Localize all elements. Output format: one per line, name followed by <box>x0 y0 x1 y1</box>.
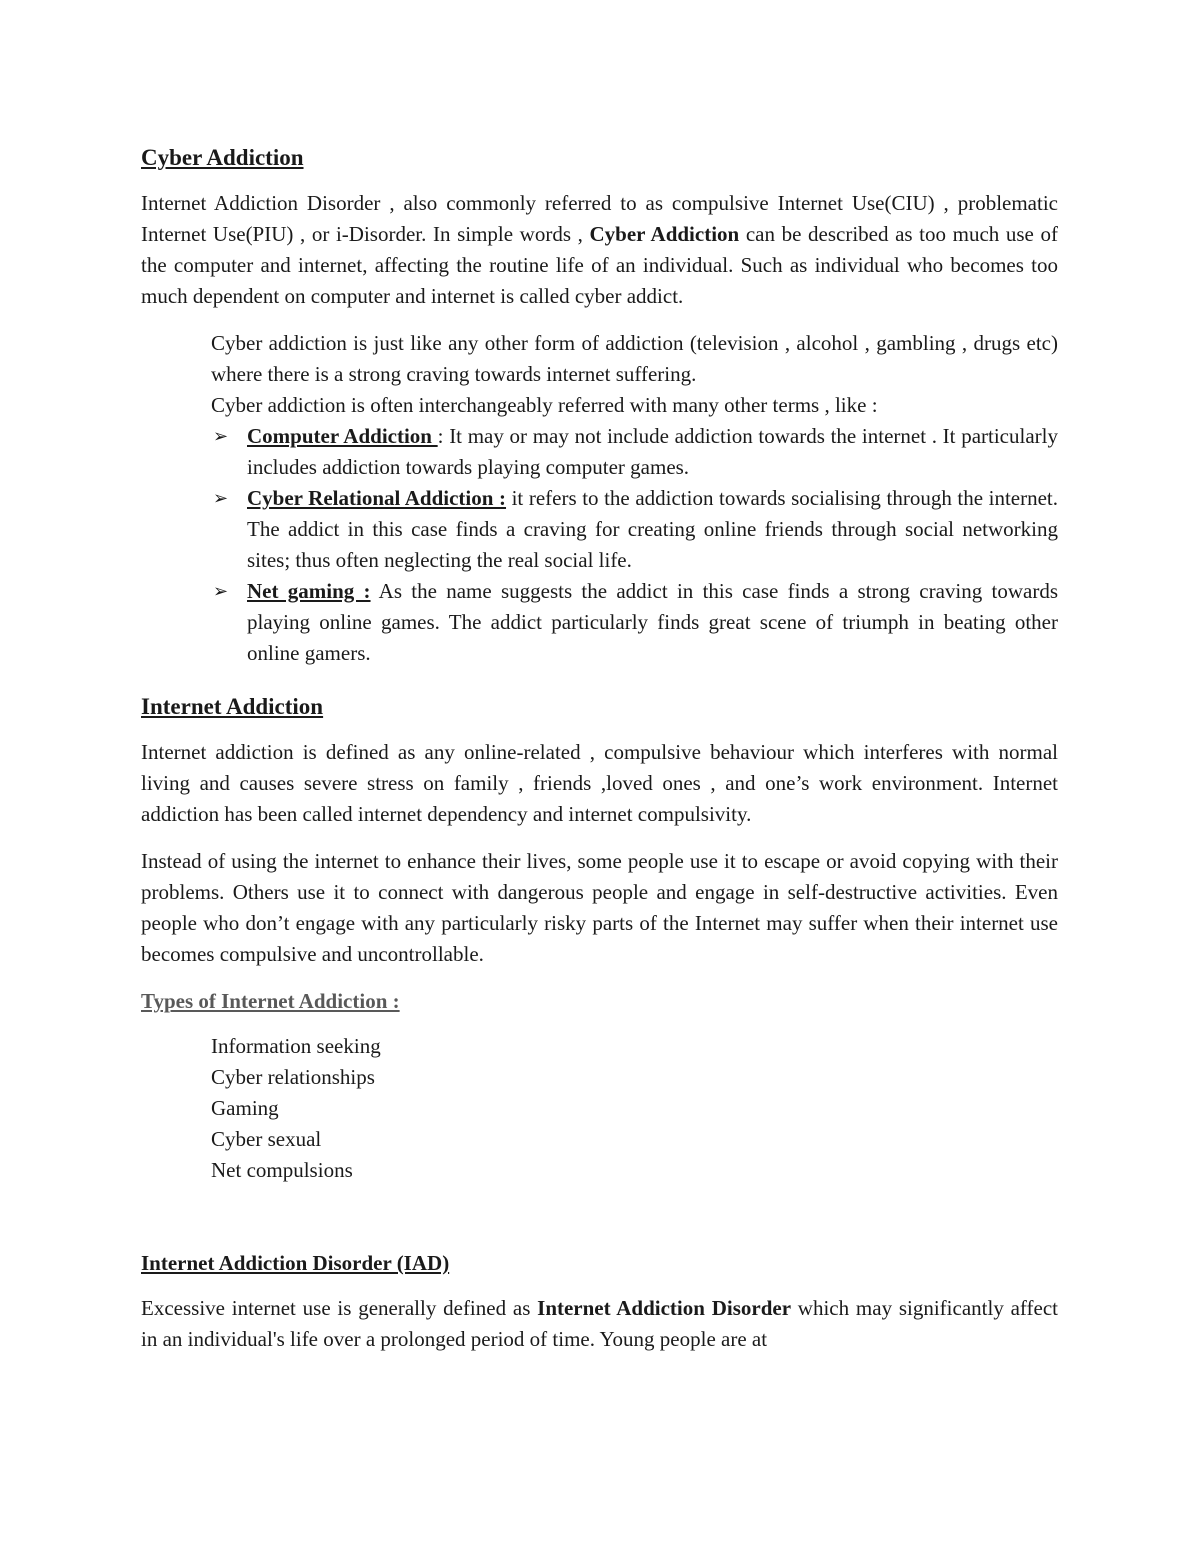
heading-internet-addiction-disorder: Internet Addiction Disorder (IAD) <box>141 1251 450 1275</box>
list-item-text: Cyber sexual <box>211 1127 322 1151</box>
arrow-bullet-icon: ➢ <box>213 581 229 601</box>
list-item <box>141 1124 1058 1155</box>
sub-list-item <box>141 576 1058 669</box>
paragraph-iad-definition <box>141 1293 1058 1355</box>
list-item-text: Gaming <box>211 1096 279 1120</box>
term-net-gaming: Net gaming : <box>247 579 371 603</box>
heading-cyber-addiction: Cyber Addiction <box>141 145 304 170</box>
list-item-text: Cyber relationships <box>211 1065 375 1089</box>
arrow-bullet-icon: ➢ <box>213 426 229 446</box>
paragraph-cyber-addiction-definition <box>141 188 1058 312</box>
bold-term-cyber-addiction: Cyber Addiction <box>589 222 740 246</box>
list-item <box>141 1155 1058 1186</box>
paragraph-internet-addiction-escape: Instead of using the internet to enhance their lives, some people use it to escape or avoid copying with their problems. Others use it to connect with dangerous people and engage in self-destructive activities. Even people who don’t engage with any particularly risky parts of the Internet may suffer when their internet use becomes compulsive and uncontrollable. <box>141 849 1058 966</box>
sub-list-item-text: : It may or may not include addiction towards the internet . It particularly includes addiction towards playing computer games. <box>247 424 1058 479</box>
paragraph-text: which may significantly affect in an individual's life over a prolonged period of time. Young people are at <box>141 1296 1059 1351</box>
paragraph-text: Excessive internet use is generally defined as <box>141 1296 538 1320</box>
sub-list-item-text: it refers to the addiction towards socialising through the internet. The addict in this case finds a craving for creating online friends through social networking sites; thus often neglecting the real social life. <box>247 486 1059 572</box>
list-item-text: Net compulsions <box>211 1158 353 1182</box>
list-item <box>141 1031 1058 1062</box>
bullet-list-types <box>141 1031 1058 1186</box>
term-computer-addiction: Computer Addiction <box>247 424 438 448</box>
heading-types-of-internet-addiction: Types of Internet Addiction : <box>141 989 400 1013</box>
heading-internet-addiction: Internet Addiction <box>141 694 324 719</box>
paragraph-internet-addiction-definition: Internet addiction is defined as any online-related , compulsive behaviour which interferes with normal living and causes severe stress on family , friends ,loved ones , and one’s work environment. Internet addiction has been called internet dependency and internet compulsivity. <box>141 740 1058 826</box>
list-item <box>141 328 1058 390</box>
paragraph-text: can be described as too much use of the computer and internet, affecting the routine life of an individual. Such as individual who becomes too much dependent on computer and internet is called cyber addict. <box>141 222 1058 308</box>
document-body <box>141 142 1058 1355</box>
arrow-bullet-icon: ➢ <box>213 488 229 508</box>
term-cyber-relational-addiction: Cyber Relational Addiction : <box>247 486 507 510</box>
paragraph-text: Internet Addiction Disorder , also commonly referred to as compulsive Internet Use(CIU) , problematic Internet Use(PIU) , or i-Disorder. In simple words , <box>141 191 1058 246</box>
bold-term-iad: Internet Addiction Disorder <box>537 1296 792 1320</box>
sub-list-item <box>141 483 1058 576</box>
list-item-text: Information seeking <box>211 1034 381 1058</box>
list-item-text: Cyber addiction is just like any other form of addiction (television , alcohol , gambling , drugs etc) where there is a strong craving towards internet suffering. <box>211 331 1058 386</box>
bullet-list-cyber-addiction <box>141 328 1058 669</box>
list-item <box>141 1093 1058 1124</box>
list-item-text: Cyber addiction is often interchangeably referred with many other terms , like : <box>211 393 878 417</box>
list-item <box>141 390 1058 421</box>
sub-list-item <box>141 421 1058 483</box>
list-item <box>141 1062 1058 1093</box>
sub-list-item-text: As the name suggests the addict in this case finds a strong craving towards playing online games. The addict particularly finds great scene of triumph in beating other online gamers. <box>247 579 1058 665</box>
